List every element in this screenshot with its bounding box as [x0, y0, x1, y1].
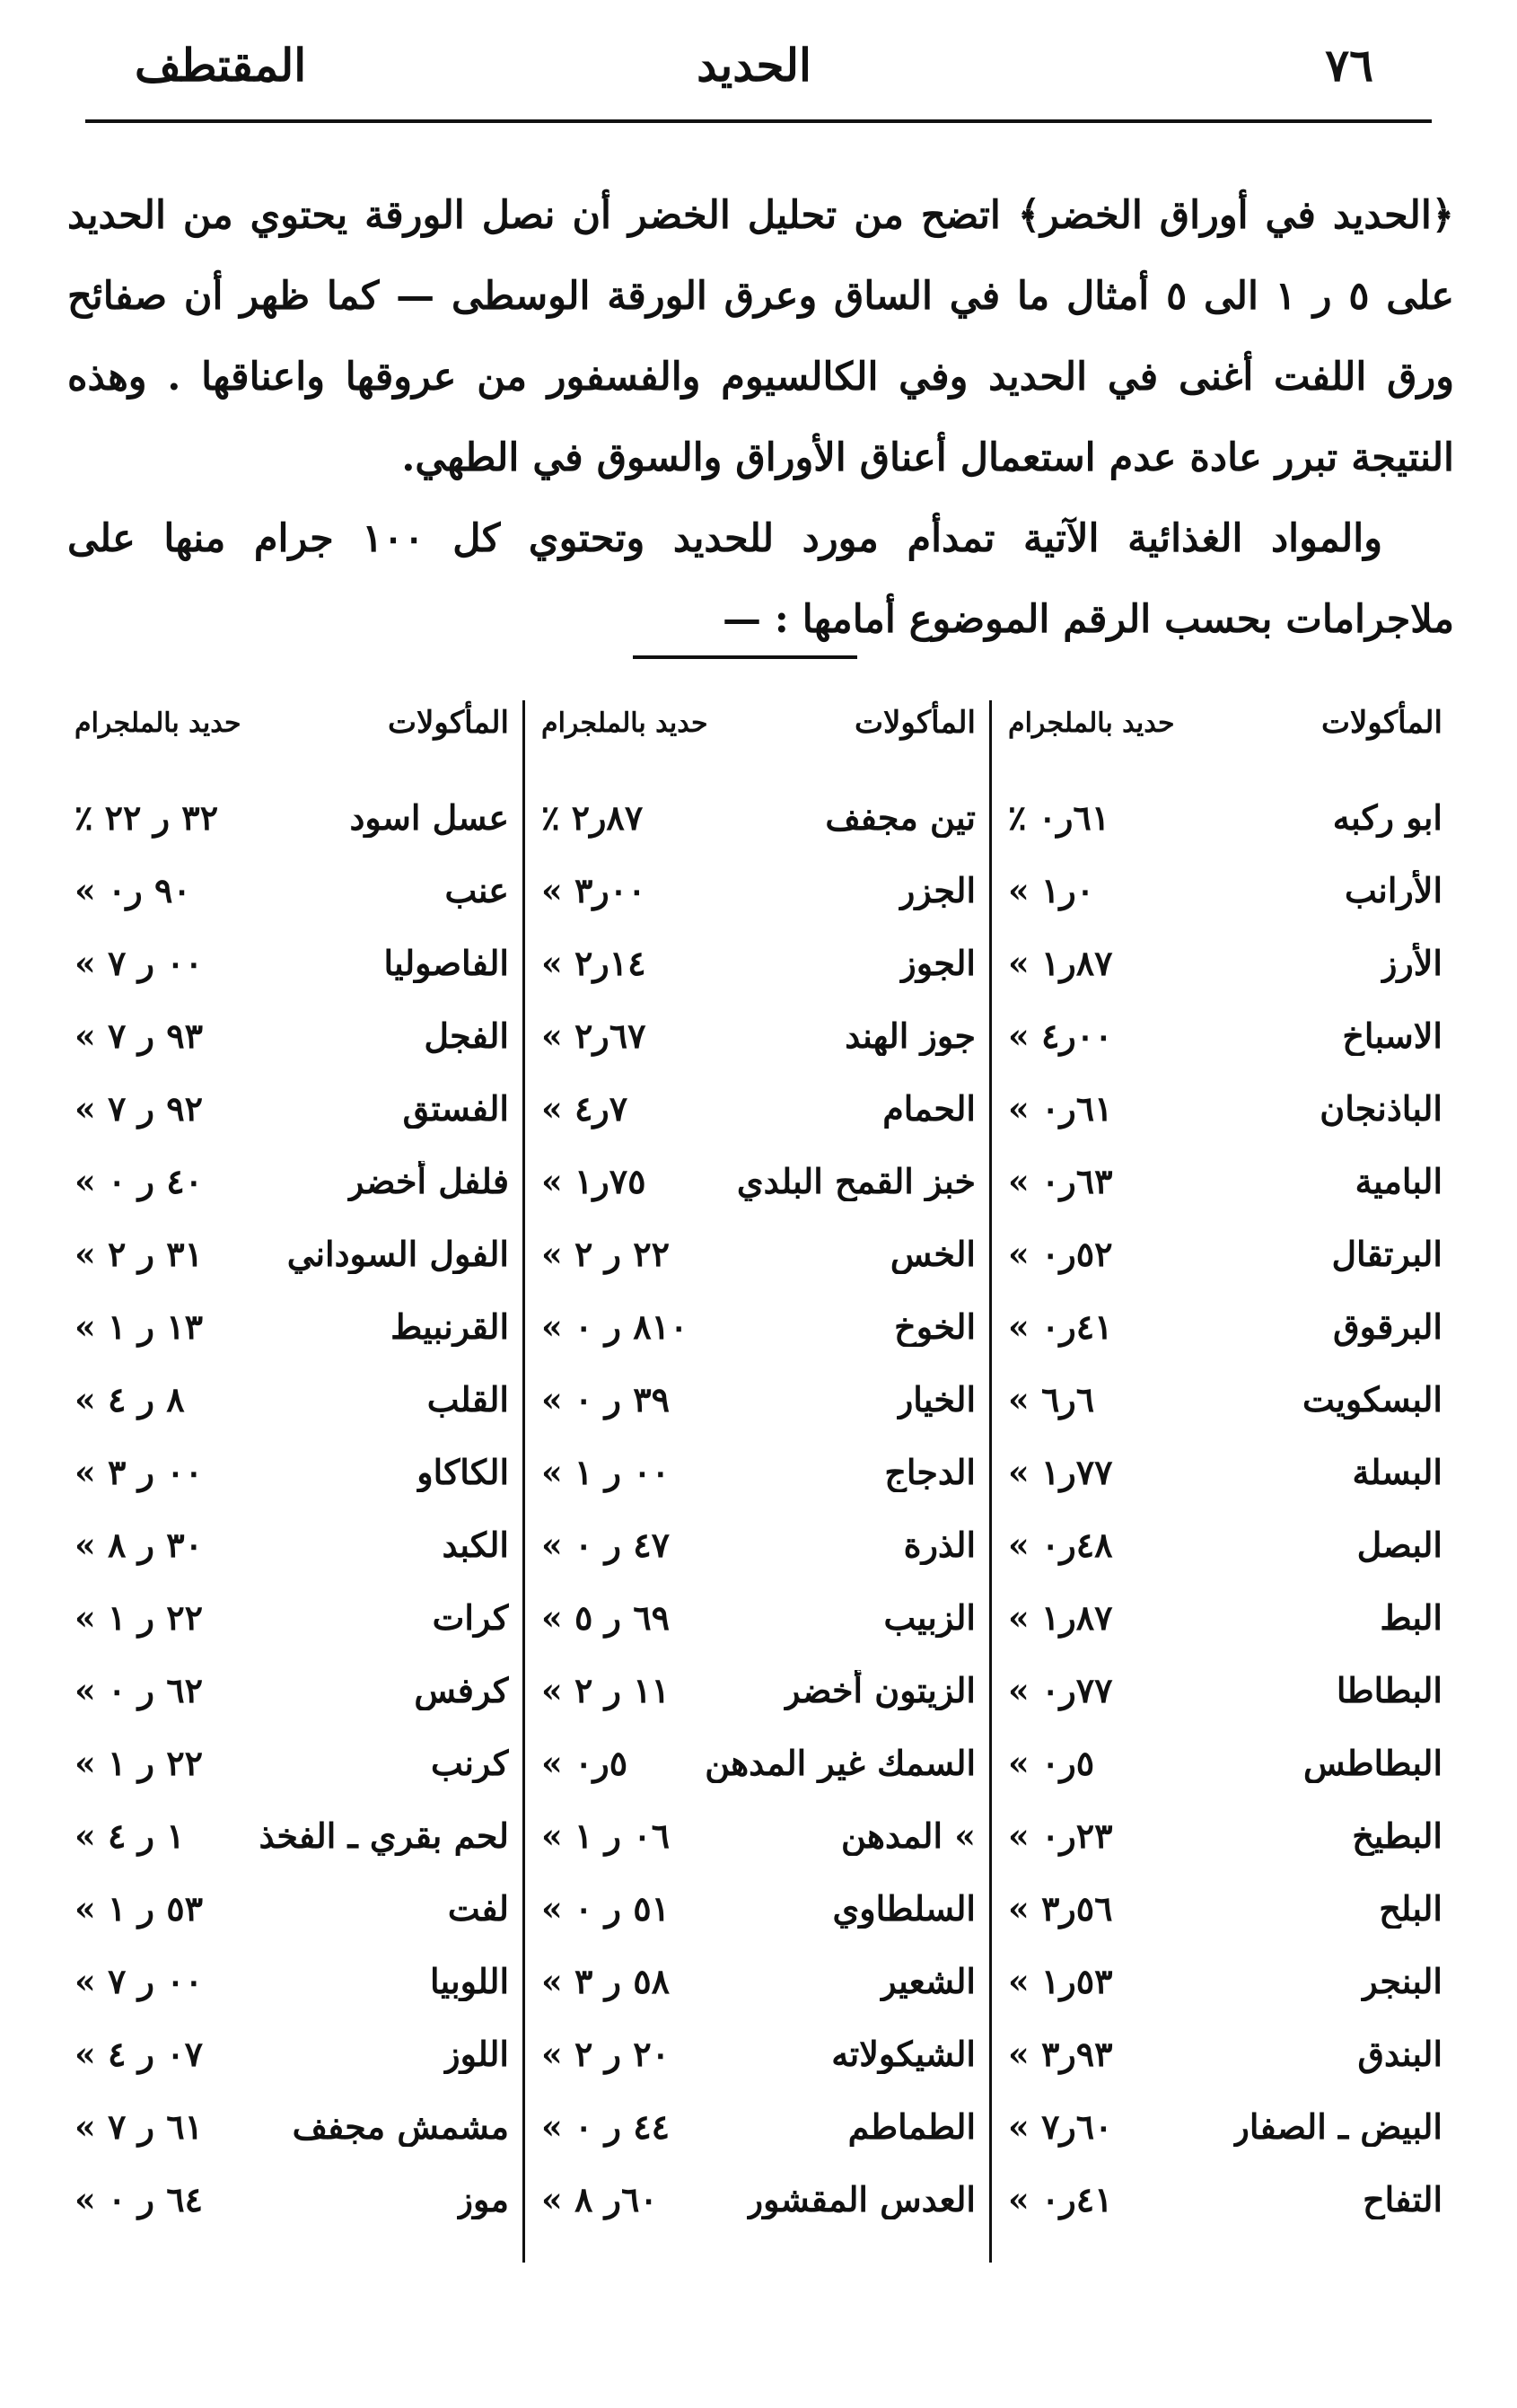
table-row [534, 2163, 983, 2236]
table-row [67, 1290, 516, 1363]
table-row [534, 1508, 983, 1581]
food-name: الباذنجان [1320, 1088, 1442, 1129]
food-name: الشعير [880, 1961, 976, 2001]
food-name: الشيكولاته [831, 2034, 976, 2074]
table-row [534, 999, 983, 1072]
food-name: السمك غير المدهن [705, 1743, 976, 1783]
table-row [1001, 1217, 1450, 1290]
table-column-2 [534, 691, 983, 2272]
page-header [135, 34, 1373, 106]
table-row [1001, 2163, 1450, 2236]
food-name: البطاطا [1336, 1670, 1442, 1710]
iron-value: ٢٢ ر ١ » [75, 1743, 204, 1783]
iron-value: ٥ر٠ » [1008, 1743, 1095, 1783]
iron-header: حديد بالملجرام [1008, 707, 1175, 739]
iron-header: حديد بالملجرام [541, 707, 708, 739]
food-name: الفستق [402, 1088, 509, 1129]
column-rows [67, 781, 516, 2236]
iron-value: ٠٠ ر ٧ » [75, 943, 204, 983]
table-row [1001, 1072, 1450, 1145]
iron-value: ٥٨ ر ٣ » [541, 1961, 671, 2001]
table-row [534, 1363, 983, 1436]
food-name: كرات [432, 1597, 509, 1638]
table-row [1001, 1872, 1450, 1945]
food-name: البطاطس [1302, 1743, 1442, 1783]
table-row [534, 927, 983, 999]
table-row [1001, 999, 1450, 1072]
table-row [67, 999, 516, 1072]
table-row [534, 1290, 983, 1363]
table-row [67, 1508, 516, 1581]
iron-value: ١١ ر ٢ » [541, 1670, 671, 1710]
food-name: البرقوق [1333, 1306, 1442, 1347]
table-row [1001, 1436, 1450, 1508]
iron-value: ٦٤ ر ٠ » [75, 2179, 204, 2219]
food-header: المأكولات [855, 705, 976, 741]
page-number: ٧٦ [1325, 39, 1373, 92]
table-row [67, 2090, 516, 2163]
table-row [534, 1072, 983, 1145]
iron-value: ١٣ ر ١ » [75, 1306, 204, 1347]
article-text [67, 175, 1454, 660]
food-name: البط [1380, 1597, 1442, 1638]
food-name: البندق [1357, 2034, 1442, 2074]
iron-value: ٨٧ر١ » [1008, 1597, 1113, 1638]
table-row [534, 1872, 983, 1945]
column-rows [534, 781, 983, 2236]
food-name: العدس المقشور [746, 2179, 976, 2219]
table-row [534, 1145, 983, 1217]
iron-value: ٢٣ر٠ » [1008, 1815, 1113, 1856]
iron-value: ٦٩ ر ٥ » [541, 1597, 671, 1638]
iron-value: ٧٧ر٠ » [1008, 1670, 1113, 1710]
iron-value: ٨٧ر٢ ٪ [541, 797, 644, 838]
iron-value: ٥١ ر ٠ » [541, 1888, 671, 1929]
table-row [67, 1581, 516, 1654]
food-name: البصل [1356, 1525, 1442, 1565]
table-row [1001, 1727, 1450, 1799]
food-name: الزيتون أخضر [784, 1670, 976, 1710]
iron-value: ٩٣ ر ٧ » [75, 1015, 204, 1056]
table-column-3 [67, 691, 516, 2272]
section-divider [633, 655, 857, 659]
iron-value: ٤١ر٠ » [1008, 1306, 1113, 1347]
food-name: الكاكاو [417, 1452, 509, 1492]
food-name: البسكويت [1302, 1379, 1442, 1419]
table-row [1001, 1945, 1450, 2017]
food-name: البامية [1355, 1161, 1442, 1201]
iron-value: ٢٢ ر ١ » [75, 1597, 204, 1638]
table-row [1001, 1290, 1450, 1363]
table-row [67, 1799, 516, 1872]
iron-value: ٥٣ ر ١ » [75, 1888, 204, 1929]
column-header [67, 691, 516, 754]
food-name: الأرز [1381, 943, 1442, 983]
food-name: لحم بقري ـ الفخذ [259, 1815, 509, 1856]
table-row [1001, 854, 1450, 927]
table-row [534, 781, 983, 854]
table-row [67, 781, 516, 854]
iron-value: ٤٧ ر ٠ » [541, 1525, 671, 1565]
iron-value: ٧ر٤ » [541, 1088, 628, 1129]
food-name: السلطاوي [832, 1888, 976, 1929]
table-row [67, 1727, 516, 1799]
food-name: الفاصوليا [383, 943, 509, 983]
food-name: الجوز [899, 943, 976, 983]
food-name: خبز القمح البلدي [736, 1161, 976, 1201]
table-row [67, 1945, 516, 2017]
food-name: الخس [890, 1234, 976, 1274]
column-divider [522, 700, 525, 2263]
food-name: البلح [1379, 1888, 1442, 1929]
iron-value: ٤١ر٠ » [1008, 2179, 1113, 2219]
food-name: الجزر [899, 870, 976, 910]
iron-value: ٦٠ر٧ » [1008, 2106, 1113, 2147]
table-row [67, 1217, 516, 1290]
food-name: موز [456, 2179, 509, 2219]
food-name: البنجر [1361, 1961, 1442, 2001]
food-name: اللوز [443, 2034, 509, 2074]
iron-value: ٦٣ر٠ » [1008, 1161, 1113, 1201]
iron-value: ٤٠ ر ٠ » [75, 1161, 204, 1201]
table-row [534, 1217, 983, 1290]
table-row [67, 2163, 516, 2236]
food-name: الزبيب [883, 1597, 976, 1638]
iron-header: حديد بالملجرام [75, 707, 241, 739]
iron-value: ٤٤ ر ٠ » [541, 2106, 671, 2147]
table-row [534, 1727, 983, 1799]
iron-value: ٠٠ ر ٣ » [75, 1452, 204, 1492]
food-name: الذرة [903, 1525, 976, 1565]
food-name: القرنبيط [390, 1306, 509, 1347]
food-name: عسل اسود [349, 797, 509, 838]
food-name: جوز الهند [845, 1015, 976, 1056]
food-name: الحمام [882, 1088, 976, 1129]
food-name: ابو ركبه [1332, 797, 1442, 838]
iron-value: ٠ر١ » [1008, 870, 1095, 910]
table-row [534, 1436, 983, 1508]
iron-value: ٦٧ر٢ » [541, 1015, 646, 1056]
iron-value: ٥٣ر١ » [1008, 1961, 1113, 2001]
iron-value: ٠٧ ر ٤ » [75, 2034, 204, 2074]
food-name: الكبد [442, 1525, 509, 1565]
iron-value: ١ ر ٤ » [75, 1815, 185, 1856]
iron-value: ٦١ ر ٧ » [75, 2106, 204, 2147]
iron-value: ٩٢ ر ٧ » [75, 1088, 204, 1129]
iron-value: ٨١٠ ر ٠ » [541, 1306, 688, 1347]
table-row [1001, 781, 1450, 854]
iron-value: ٣٩ ر ٠ » [541, 1379, 671, 1419]
table-row [1001, 1581, 1450, 1654]
column-rows [1001, 781, 1450, 2236]
iron-value: ٠٠ر٤ » [1008, 1015, 1113, 1056]
table-row [1001, 1654, 1450, 1727]
table-row [1001, 2090, 1450, 2163]
food-header: المأكولات [1321, 705, 1442, 741]
food-name: تين مجفف [825, 797, 976, 838]
table-row [67, 1363, 516, 1436]
iron-value: ٥٦ر٣ » [1008, 1888, 1113, 1929]
iron-value: ٥ر٠ » [541, 1743, 628, 1783]
table-row [67, 1145, 516, 1217]
table-row [534, 1945, 983, 2017]
iron-value: ٣١ ر ٢ » [75, 1234, 204, 1274]
iron-value: ٣٠ ر ٨ » [75, 1525, 204, 1565]
food-name: البسلة [1352, 1452, 1442, 1492]
table-row [67, 927, 516, 999]
food-header: المأكولات [388, 705, 509, 741]
table-row [67, 1654, 516, 1727]
iron-value: ٠٠ ر ٧ » [75, 1961, 204, 2001]
table-row [534, 2090, 983, 2163]
food-name: فلفل أخضر [347, 1161, 509, 1201]
iron-value: ٧٥ر١ » [541, 1161, 646, 1201]
food-name: البيض ـ الصفار [1232, 2106, 1442, 2147]
table-row [67, 1436, 516, 1508]
column-header [534, 691, 983, 754]
iron-value: ٦ر٦ » [1008, 1379, 1095, 1419]
food-name: الفجل [424, 1015, 509, 1056]
iron-value: ٨٧ر١ » [1008, 943, 1113, 983]
header-rule [85, 119, 1432, 123]
iron-value: ١٤ر٢ » [541, 943, 646, 983]
food-name: كرنب [431, 1743, 509, 1783]
food-name: الفول السوداني [286, 1234, 509, 1274]
table-row [1001, 1145, 1450, 1217]
column-header [1001, 691, 1450, 754]
food-name: » المدهن [841, 1815, 976, 1856]
food-name: الخوخ [894, 1306, 976, 1347]
iron-value: ٦٠ر ٨ » [541, 2179, 658, 2219]
journal-name: المقتطف [135, 39, 307, 92]
food-name: التفاح [1363, 2179, 1442, 2219]
iron-value: ٨ ر ٤ » [75, 1379, 185, 1419]
iron-value: ٠٦ ر ١ » [541, 1815, 671, 1856]
table-row [67, 854, 516, 927]
paragraph-2: والمواد الغذائية الآتية تمدأم مورد للحديد وتحتوي كل ١٠٠ جرام منها على ملاجرامات بحسب الرقم الموضوع أمامها : — [67, 516, 1454, 642]
table-row [1001, 2017, 1450, 2090]
food-name: البرتقال [1331, 1234, 1442, 1274]
table-row [534, 854, 983, 927]
iron-value: ٢٢ ر ٢ » [541, 1234, 671, 1274]
iron-value: ٩٠ ر٠ » [75, 870, 191, 910]
table-row [67, 2017, 516, 2090]
table-row [534, 1799, 983, 1872]
iron-value: ٣٢ ر ٢٢ ٪ [75, 797, 219, 838]
food-name: الأرانب [1344, 870, 1442, 910]
table-column-1 [1001, 691, 1450, 2272]
iron-value: ٩٣ر٣ » [1008, 2034, 1113, 2074]
iron-value: ٦٢ ر ٠ » [75, 1670, 204, 1710]
table-row [1001, 927, 1450, 999]
table-row [1001, 1508, 1450, 1581]
page-title: الحديد [697, 39, 811, 92]
iron-value: ٠٠ر٣ » [541, 870, 646, 910]
food-name: البطيخ [1352, 1815, 1442, 1856]
table-row [67, 1872, 516, 1945]
iron-value: ٦١ر٠ ٪ [1008, 797, 1110, 838]
food-name: اللوبيا [430, 1961, 509, 2001]
food-name: الخيار [896, 1379, 976, 1419]
table-row [534, 2017, 983, 2090]
iron-value: ٠٠ ر ١ » [541, 1452, 671, 1492]
paragraph-1: ﴿الحديد في أوراق الخضر﴾ اتضح من تحليل الخضر أن نصل الورقة يحتوي من الحديد على ٥ ر ١ الى ٥ أمثال ما في الساق وعرق الورقة الوسطى — كما ظهر أن صفائح ورق اللفت أغنى في الحديد وفي الكالسيوم والفسفور من عروقها واعناقها . وهذه النتيجة تبرر عادة عدم استعمال أعناق الأوراق والسوق في الطهي. [67, 193, 1454, 480]
table-row [534, 1581, 983, 1654]
food-name: القلب [426, 1379, 509, 1419]
table-row [1001, 1363, 1450, 1436]
food-name: مشمش مجفف [292, 2106, 509, 2147]
iron-value: ٦١ر٠ » [1008, 1088, 1113, 1129]
table-row [1001, 1799, 1450, 1872]
food-name: الدجاج [884, 1452, 976, 1492]
iron-value: ٤٨ر٠ » [1008, 1525, 1113, 1565]
column-divider [989, 700, 992, 2263]
food-name: عنب [444, 870, 509, 910]
food-name: كرفس [414, 1670, 509, 1710]
iron-value: ٧٧ر١ » [1008, 1452, 1113, 1492]
iron-content-table [67, 691, 1450, 2272]
iron-value: ٢٠ ر ٢ » [541, 2034, 671, 2074]
table-row [534, 1654, 983, 1727]
iron-value: ٥٢ر٠ » [1008, 1234, 1113, 1274]
table-row [67, 1072, 516, 1145]
food-name: الطماطم [847, 2106, 976, 2147]
food-name: لفت [447, 1888, 509, 1929]
food-name: الاسباخ [1342, 1015, 1442, 1056]
